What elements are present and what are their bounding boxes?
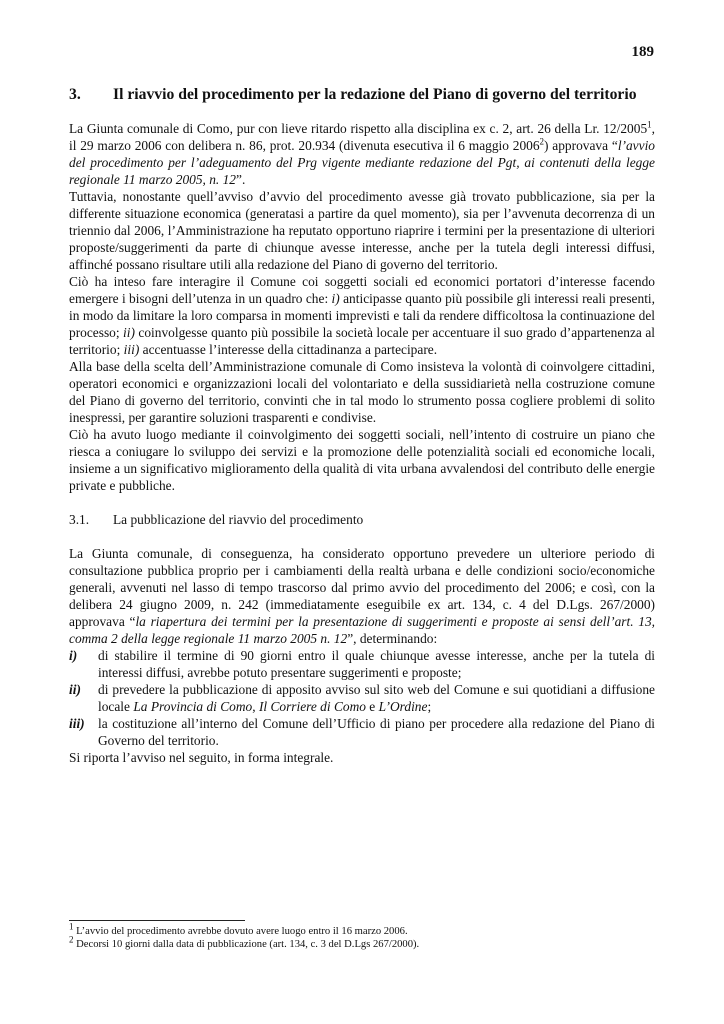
list-item: [69, 715, 655, 749]
list-item-text: di stabilire il termine di 90 giorni entro il quale chiunque avesse interesse, anche per la tutela di interessi diffusi, avrebbe potuto presentare suggerimenti e proposte;: [98, 648, 655, 680]
footnote-divider: [69, 920, 245, 921]
paragraph-4: Alla base della scelta dell’Amministrazione comunale di Como insisteva la volontà di coinvolgere cittadini, operatori economici e organizzazioni locali del volontariato e della sussidiarietà nella costruzione comune del Piano di governo del territorio, convinti che in tal modo lo strumento possa cogliere problemi di solito inespressi, per garantire soluzioni trasparenti e condivise.: [69, 359, 655, 425]
list-marker: i): [69, 648, 78, 663]
document-body: [69, 86, 655, 766]
paragraph-1-quote: l’avvio del procedimento per l’adeguamento del Prg vigente mediante redazione del Pgt, ai contenuti della legge regionale 11 marzo 2005, n. 12: [69, 138, 655, 187]
paragraph-3-marker-1: i): [331, 291, 340, 306]
paragraph-3-text-b: anticipasse quanto più possibile gli interessi reali presenti, in modo da limitare la loro comparsa in momenti imprevisti e tali da rendere difficoltosa la continuazione del processo;: [69, 291, 655, 340]
newspaper-name: Il Corriere di Como: [258, 699, 366, 714]
footnote-ref-2: 2: [539, 136, 545, 147]
separator: ,: [252, 699, 259, 714]
paragraph-1-text-b: , il 29 marzo 2006 con delibera n. 86, prot. 20.934 (divenuta esecutiva il 6 maggio 2006: [69, 121, 655, 153]
subsection-heading: [69, 511, 655, 528]
subsection-intro: [69, 545, 655, 647]
paragraph-3-text-c: coinvolgesse quanto più possibile la società locale per accentuare il suo grado d’appartenenza al territorio;: [69, 325, 655, 357]
intro-text-a: La Giunta comunale, di conseguenza, ha considerato opportuno prevedere un ulteriore periodo di consultazione pubblica proprio per i cambiamenti della realtà urbana e delle condizioni socio/economiche generali, avvenuti nel lasso di tempo trascorso dal primo avvio del procedimento del 2006; e così, con la delibera 24 giugno 2009, n. 242 (immediatamente eseguibile ex art. 134, c. 4 del D.Lgs. 267/2000) approvava “: [69, 546, 655, 629]
footnotes: [69, 921, 655, 951]
paragraph-3-text-d: accentuasse l’interesse della cittadinanza a partecipare.: [139, 342, 438, 357]
footnote-2: [69, 934, 655, 951]
section-body: [69, 120, 655, 494]
subsection-title: La pubblicazione del riavvio del procedimento: [113, 512, 364, 527]
list-marker: ii): [69, 682, 81, 697]
separator: ;: [427, 699, 432, 714]
footnote-number: 1: [69, 921, 74, 932]
list-item-text: [98, 681, 655, 715]
footnote-text: Decorsi 10 giorni dalla data di pubblicazione (art. 134, c. 3 del D.Lgs 267/2000).: [73, 939, 420, 950]
footnote-text: L’avvio del procedimento avrebbe dovuto avere luogo entro il 16 marzo 2006.: [73, 926, 408, 937]
paragraph-1-text-c: ) approvava “: [544, 138, 618, 153]
footnote-ref-1: 1: [647, 119, 652, 130]
paragraph-1-text-a: La Giunta comunale di Como, pur con lieve ritardo rispetto alla disciplina ex c. 2, art. 26 della Lr. 12/2005: [69, 121, 648, 136]
newspaper-name: La Provincia di Como: [133, 699, 253, 714]
paragraph-3: [69, 273, 655, 358]
list-marker: iii): [69, 716, 85, 731]
paragraph-1: [69, 120, 655, 188]
list-item-text-a: di prevedere la pubblicazione di apposito avviso sul sito web del Comune e sui quotidiani a diffusione locale: [98, 682, 655, 714]
paragraph-3-marker-3: iii): [123, 342, 140, 357]
intro-quote: la riapertura dei termini per la presentazione di suggerimenti e proposte ai sensi dell’art. 13, comma 2 della legge regionale 11 marzo 2005 n. 12: [69, 614, 655, 646]
footnote-number: 2: [69, 934, 74, 945]
footnote-1: [69, 921, 655, 938]
list-item: [69, 647, 655, 681]
page-number: 189: [631, 44, 654, 60]
list-item: [69, 681, 655, 715]
paragraph-5: Ciò ha avuto luogo mediante il coinvolgimento dei soggetti sociali, nell’intento di costruire un piano che riesca a coniugare lo sviluppo dei servizi e la promozione delle potenzialità sociali ed economiche locali, insieme a un significativo miglioramento della qualità di vita urbana avvalendosi del contributo delle energie private e pubbliche.: [69, 427, 655, 493]
closing-text: Si riporta l’avviso nel seguito, in forma integrale.: [69, 750, 334, 765]
section-heading: [69, 86, 655, 103]
section-title: Il riavvio del procedimento per la redazione del Piano di governo del territorio: [113, 86, 637, 103]
newspaper-name: L’Ordine: [378, 699, 428, 714]
paragraph-3-text-a: Ciò ha inteso fare interagire il Comune coi soggetti sociali ed economici portatori d’interesse facendo emergere i bisogni dell’utenza in un quadro che:: [69, 274, 655, 306]
section-number: 3.: [69, 86, 81, 103]
subsection-number: 3.1.: [69, 512, 90, 527]
subsection-body: [69, 545, 655, 766]
separator: e: [365, 699, 379, 714]
paragraph-3-marker-2: ii): [123, 325, 135, 340]
paragraph-1-text-d: ”.: [236, 172, 246, 187]
list-item-text: la costituzione all’interno del Comune dell’Ufficio di piano per procedere alla redazione del Piano di Governo del territorio.: [98, 716, 655, 748]
intro-text-b: ”, determinando:: [347, 631, 438, 646]
paragraph-2: Tuttavia, nonostante quell’avviso d’avvio del procedimento avesse già trovato pubblicazione, sia per la differente situazione economica (generatasi a partire da quel momento), sia per l’avvenuta decorrenza di un triennio dal 2006, l’Amministrazione ha reputato opportuno riaprire i termini per la presentazione di ulteriori proposte/suggerimenti da parte di chiunque avesse interesse, anche per la tutela degli interessi diffusi, affinché possano risultare utili alla redazione del Piano di governo del territorio.: [69, 189, 655, 272]
